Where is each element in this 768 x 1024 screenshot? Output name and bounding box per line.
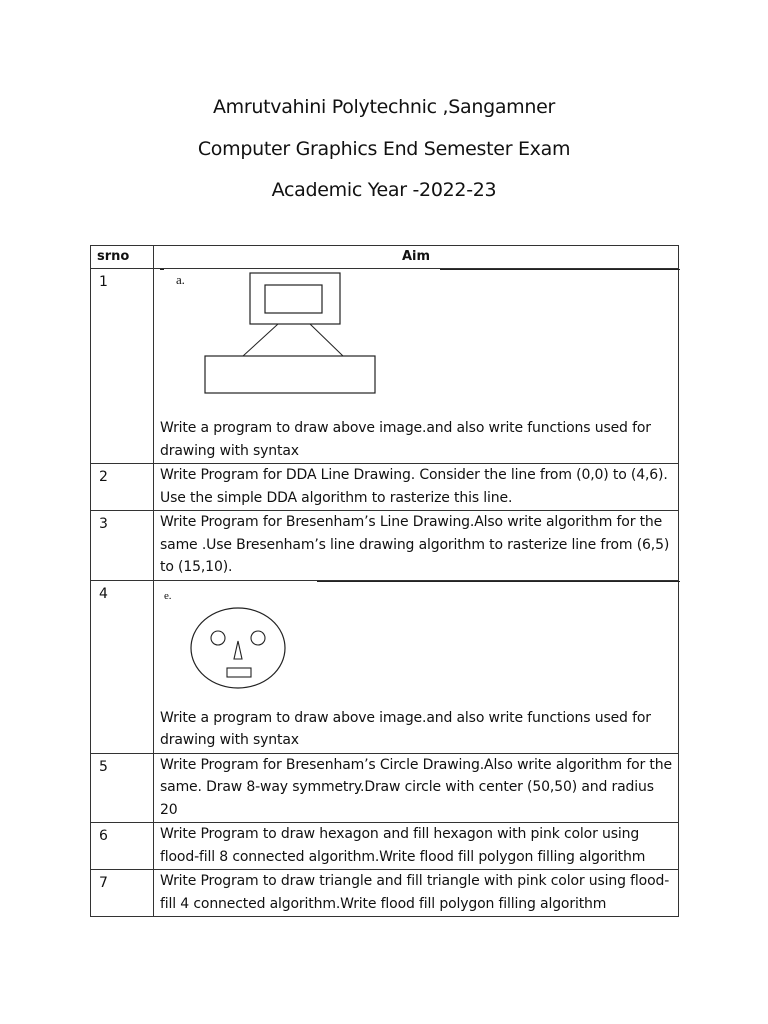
row-number: 5	[91, 753, 154, 823]
aim-text: Write Program for DDA Line Drawing. Consider the line from (0,0) to (4,6). Use the simple DDA algorithm to rasterize this line.	[154, 464, 679, 511]
table-row	[91, 580, 679, 753]
aim-text: Write Program to draw hexagon and fill hexagon with pink color using flood-fill 8 connected algorithm.Write flood fill polygon filling algorithm	[154, 823, 679, 870]
row-number: 7	[91, 870, 154, 917]
keyboard-rect	[205, 356, 375, 393]
table-header-row	[91, 246, 679, 269]
table-row	[91, 511, 679, 581]
computer-monitor-figure	[160, 269, 674, 417]
srno-header: srno	[91, 246, 154, 269]
aim-text: Write Program for Bresenham’s Line Drawing.Also write algorithm for the same .Use Bresenham’s line drawing algorithm to rasterize line from (6,5) to (15,10).	[154, 511, 679, 581]
face-outline	[191, 608, 285, 688]
row-number: 2	[91, 464, 154, 511]
row-number: 6	[91, 823, 154, 870]
mouth-rect	[227, 668, 251, 677]
table-row	[91, 823, 679, 870]
aim-text: Write Program to draw triangle and fill triangle with pink color using flood-fill 4 connected algorithm.Write flood fill polygon filling algorithm	[154, 870, 679, 917]
aim-text: Write Program for Bresenham’s Circle Drawing.Also write algorithm for the same. Draw 8-way symmetry.Draw circle with center (50,50) and radius 20	[154, 753, 679, 823]
academic-year: Academic Year -2022-23	[271, 179, 497, 201]
left-eye	[211, 631, 225, 645]
nose-triangle	[234, 641, 242, 659]
aim-text: Write a program to draw above image.and also write functions used for drawing with syntax	[160, 709, 651, 748]
right-eye	[251, 631, 265, 645]
aim-text: Write a program to draw above image.and also write functions used for drawing with syntax	[160, 420, 651, 459]
row-number: 3	[91, 511, 154, 581]
exam-questions-table	[90, 245, 679, 917]
aim-cell	[154, 269, 679, 464]
monitor-outer-rect	[250, 273, 340, 324]
monitor-screen-rect	[265, 285, 322, 313]
table-row	[91, 269, 679, 464]
aim-cell	[154, 580, 679, 753]
figure-label: a.	[176, 272, 185, 287]
table-row	[91, 753, 679, 823]
institution-title: Amrutvahini Polytechnic ,Sangamner	[212, 96, 556, 118]
table-row	[91, 464, 679, 511]
face-drawing	[160, 581, 680, 707]
table-row	[91, 870, 679, 917]
figure-label: e.	[164, 589, 172, 602]
row-number: 1	[91, 269, 154, 464]
face-figure	[160, 581, 674, 707]
row-number: 4	[91, 580, 154, 753]
exam-title: Computer Graphics End Semester Exam	[197, 138, 571, 160]
aim-header: Aim	[154, 246, 679, 269]
computer-monitor-drawing	[160, 269, 680, 417]
